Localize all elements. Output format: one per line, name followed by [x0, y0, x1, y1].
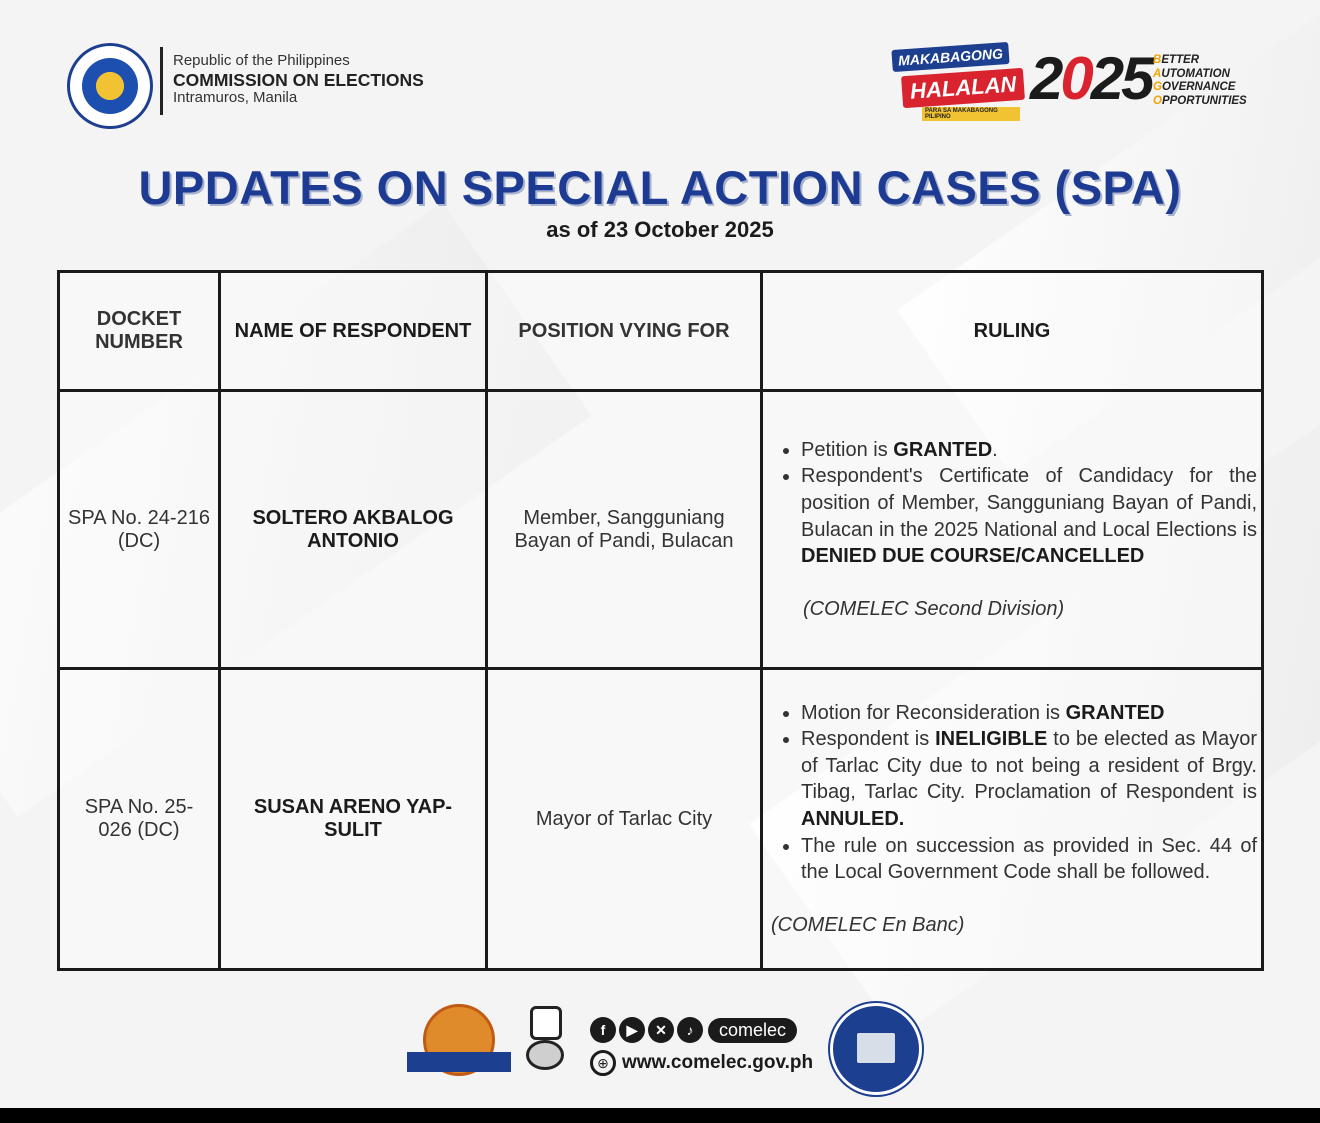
- as-of-date: as of 23 October 2025: [546, 217, 774, 242]
- table-row: [59, 391, 1263, 669]
- tiktok-icon[interactable]: ♪: [677, 1017, 703, 1043]
- year-digit-zero: 0: [1060, 45, 1091, 112]
- ruling-bullet: • Respondent is INELIGIBLE to be elected as Mayor of Tarlac City due to not being a resident of Brgy. Tibag, Tarlac City. Proclamation of Respondent is ANNULED.: [801, 726, 1257, 832]
- social-handle[interactable]: comelec: [708, 1018, 797, 1043]
- cases-table: [57, 270, 1264, 971]
- header-ruling: RULING: [762, 272, 1263, 391]
- header-name: NAME OF RESPONDENT: [220, 272, 487, 391]
- header-position: POSITION VYING FOR: [487, 272, 762, 391]
- ruling-bullet: • The rule on succession as provided in Sec. 44 of the Local Government Code shall be followed.: [801, 833, 1257, 886]
- website-link[interactable]: [590, 1050, 813, 1076]
- comelec-seal-logo: [67, 43, 153, 129]
- bago-tagline: [1153, 54, 1247, 108]
- division-label: (COMELEC Second Division): [803, 597, 1065, 620]
- bottom-bar: [0, 1108, 1320, 1123]
- ruling-bullet: • Motion for Reconsideration is GRANTED: [801, 700, 1257, 727]
- table-row: [59, 669, 1263, 970]
- mb-main-text: HALALAN: [901, 68, 1025, 108]
- bago-word: ETTER: [1161, 54, 1200, 66]
- bago-cap: A: [1153, 67, 1162, 80]
- bago-cap: G: [1153, 81, 1162, 93]
- header-divider: [160, 47, 163, 115]
- mascot-image: [516, 1006, 578, 1084]
- docket-cell: SPA No. 25- 026 (DC): [59, 669, 220, 970]
- republic-label: Republic of the Philippines: [173, 52, 350, 69]
- position-cell: Mayor of Tarlac City: [487, 669, 762, 970]
- respondent-cell: SUSAN ARENO YAP- SULIT: [220, 669, 487, 970]
- makabagong-halalan-badge: [407, 1004, 511, 1084]
- youtube-icon[interactable]: ▶: [619, 1017, 645, 1043]
- ruling-cell: [762, 669, 1263, 970]
- year-2025-logo: [1030, 46, 1152, 112]
- website-url[interactable]: www.comelec.gov.ph: [622, 1052, 814, 1073]
- location-label: Intramuros, Manila: [173, 89, 298, 106]
- commission-name: COMMISSION ON ELECTIONS: [173, 70, 424, 90]
- division-label: (COMELEC En Banc): [771, 913, 965, 936]
- bago-word: UTOMATION: [1161, 67, 1230, 80]
- facebook-icon[interactable]: f: [590, 1017, 616, 1043]
- page-title: UPDATES ON SPECIAL ACTION CASES (SPA): [138, 161, 1182, 214]
- globe-icon: ⊕: [590, 1050, 616, 1076]
- year-digit: 2: [1030, 45, 1061, 112]
- table-header-row: [59, 272, 1263, 391]
- mb-top-text: MAKABAGONG: [891, 42, 1009, 72]
- makabagong-halalan-logo: [888, 44, 1020, 124]
- bago-cap: O: [1153, 94, 1162, 107]
- mb-sub-text: PARA SA MAKABAGONG PILIPINO: [922, 107, 1020, 121]
- ruling-cell: [762, 391, 1263, 669]
- respondent-cell: SOLTERO AKBALOG ANTONIO: [220, 391, 487, 669]
- ruling-bullet: • Respondent's Certificate of Candidacy for the position of Member, Sangguniang Bayan of Pandi, Bulacan in the 2025 National and Local Elections is DENIED DUE COURSE/CANCELLED: [801, 463, 1257, 569]
- bago-word: OVERNANCE: [1161, 81, 1236, 93]
- x-icon[interactable]: ✕: [648, 1017, 674, 1043]
- position-cell: Member, Sangguniang Bayan of Pandi, Bulacan: [487, 391, 762, 669]
- bago-word: PPORTUNITIES: [1161, 94, 1247, 107]
- bago-cap: B: [1153, 54, 1162, 66]
- header-docket: DOCKET NUMBER: [59, 272, 220, 391]
- comelec-building-seal: [830, 1003, 922, 1095]
- social-links: [590, 1015, 797, 1045]
- ruling-bullet: • Petition is GRANTED.: [801, 437, 1257, 464]
- docket-cell: SPA No. 24-216 (DC): [59, 391, 220, 669]
- year-digits: 25: [1090, 45, 1152, 112]
